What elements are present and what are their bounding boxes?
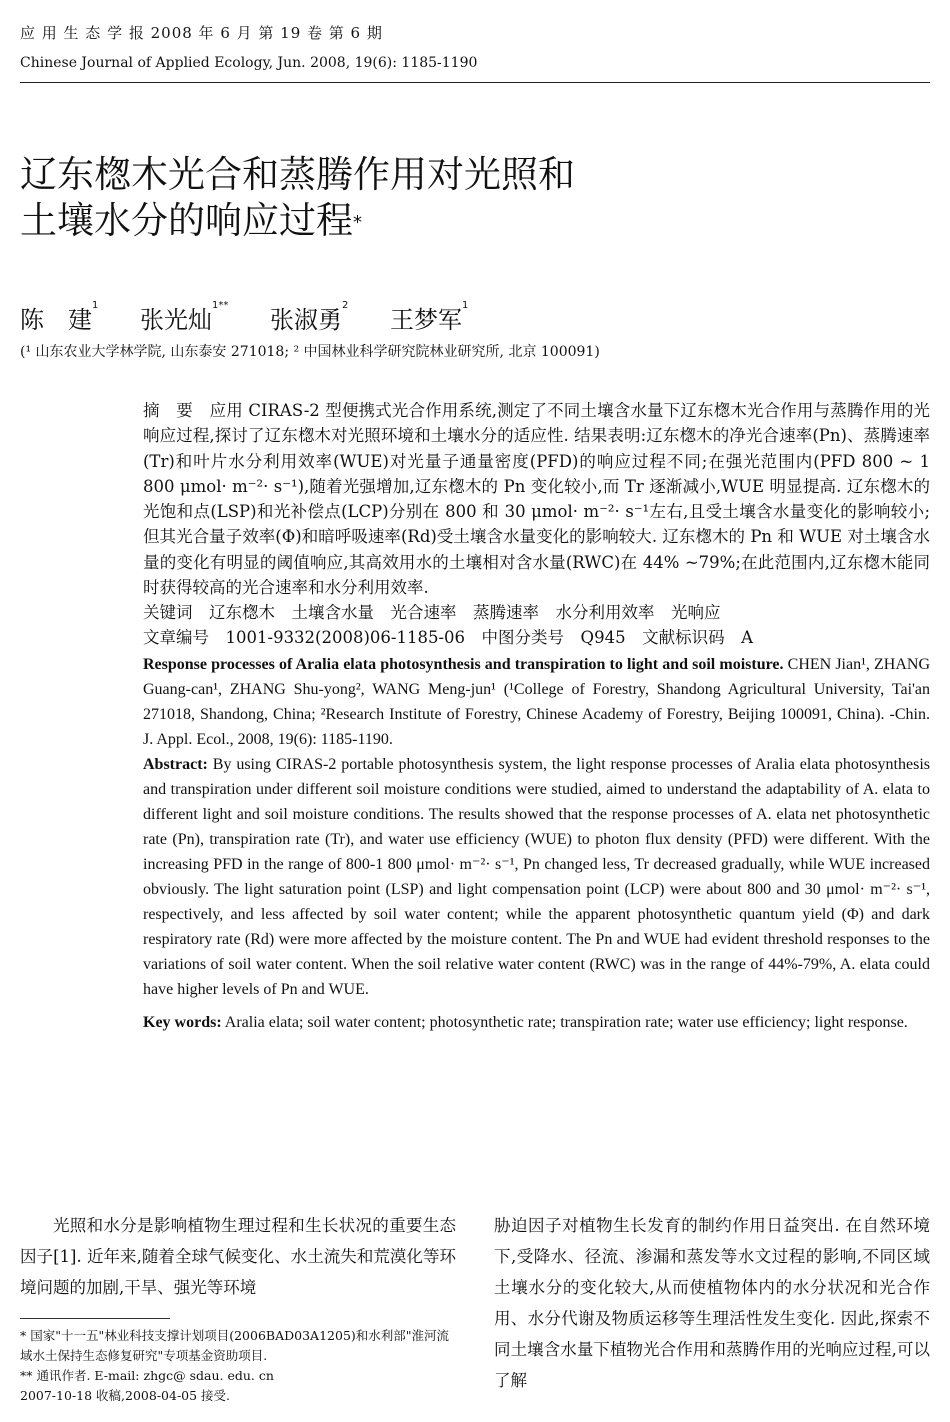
en-keywords-text: Aralia elata; soil water content; photosynthetic rate; transpiration rate; water use efficiency; light response. bbox=[224, 1014, 908, 1032]
en-keywords-label: Key words: bbox=[143, 1014, 222, 1032]
author-sup: 1 bbox=[92, 300, 99, 311]
journal-header-en: Chinese Journal of Applied Ecology, Jun. 2008, 19(6): 1185-1190 bbox=[20, 55, 478, 71]
author-name: 张光灿 bbox=[140, 306, 213, 334]
en-abstract-label: Abstract: bbox=[143, 756, 208, 774]
en-title: Response processes of Aralia elata photosynthesis and transpiration to light and soil moisture. bbox=[143, 656, 784, 674]
title-line-1: 辽东楤木光合和蒸腾作用对光照和 bbox=[20, 153, 575, 196]
author-name: 陈 建 bbox=[20, 306, 92, 334]
en-abstract-text: By using CIRAS-2 portable photosynthesis system, the light response processes of Aralia elata photosynthesis and transpiration under different soil moisture conditions were studied, aimed to understand the adaptability of A. elata to different light and soil moisture conditions. The results showed that the response processes of A. elata net photosynthetic rate (Pn), transpiration rate (Tr), and water use efficiency (WUE) to photon flux density (PFD) were different. With the increasing PFD in the range of 800-1 800 μmol· m⁻²· s⁻¹, Pn changed less, Tr decreased gradually, while WUE increased obviously. The light saturation point (LSP) and light compensation point (LCP) were about 800 and 30 μmol· m⁻²· s⁻¹, respectively, and less affected by soil water content; while the apparent photosynthetic quantum yield (Φ) and dark respiratory rate (Rd) were more affected by the moisture content. The Pn and WUE had evident threshold responses to the variations of soil water content. When the soil relative water content (RWC) was in the range of 44%-79%, A. elata could have higher levels of Pn and WUE. bbox=[143, 756, 930, 999]
abstract-section bbox=[143, 398, 930, 1035]
header-rule bbox=[20, 82, 930, 83]
cn-abstract-label: 摘 要 bbox=[143, 401, 193, 420]
title-footnote-mark: * bbox=[353, 212, 362, 233]
author-list bbox=[20, 300, 502, 335]
author-sup: 1 bbox=[462, 300, 469, 311]
en-abstract bbox=[143, 752, 930, 1002]
en-title-block bbox=[143, 652, 930, 752]
cn-keywords-text: 辽东楤木 土壤含水量 光合速率 蒸腾速率 水分利用效率 光响应 bbox=[209, 603, 721, 623]
en-keywords bbox=[143, 1010, 930, 1035]
affiliations: (¹ 山东农业大学林学院, 山东泰安 271018; ² 中国林业科学研究院林业研究所, 北京 100091) bbox=[20, 344, 600, 360]
cn-abstract bbox=[143, 398, 930, 600]
cn-keywords bbox=[143, 600, 930, 625]
author-sup: 1** bbox=[212, 300, 229, 311]
cn-abstract-text: 应用 CIRAS-2 型便携式光合作用系统,测定了不同土壤含水量下辽东楤木光合作用与蒸腾作用的光响应过程,探讨了辽东楤木对光照环境和土壤水分的适应性. 结果表明:辽东楤木的净光合速率(Pn)、蒸腾速率(Tr)和叶片水分利用效率(WUE)对光量子通量密度(PFD)的响应过程不同;在强光范围内(PFD 800 ~ 1 800 μmol· m⁻²· s⁻¹),随着光强增加,辽东楤木的 Pn 变化较小,而 Tr 逐渐减小,WUE 明显提高. 辽东楤木的光饱和点(LSP)和光补偿点(LCP)分别在 800 和 30 μmol· m⁻²· s⁻¹左右,且受土壤含水量变化的影响较小;但其光合量子效率(Φ)和暗呼吸速率(Rd)受土壤含水量变化的影响较大. 辽东楤木的 Pn 和 WUE 对土壤含水量的变化有明显的阈值响应,其高效用水的土壤相对含水量(RWC)在 44% ~79%;在此范围内,辽东楤木能同时获得较高的光合速率和水分利用效率. bbox=[143, 401, 931, 598]
author-name: 张淑勇 bbox=[270, 306, 343, 334]
author-sup: 2 bbox=[342, 300, 349, 311]
body-column-left: 光照和水分是影响植物生理过程和生长状况的重要生态因子[1]. 近年来,随着全球气候变化、水土流失和荒漠化等环境问题的加剧,干旱、强光等环境 bbox=[20, 1216, 456, 1297]
footnote-rule bbox=[20, 1318, 170, 1319]
body-column-right: 胁迫因子对植物生长发育的制约作用日益突出. 在自然环境下,受降水、径流、渗漏和蒸发等水文过程的影响,不同区域土壤水分的变化较大,从而使植物体内的水分状况和光合作用、水分代谢及物质运移等生理活性发生变化. 因此,探索不同土壤含水量下植物光合作用和蒸腾作用的光响应过程,可以了解 bbox=[494, 1216, 930, 1390]
footnotes bbox=[20, 1326, 460, 1406]
footnote-dates: 2007-10-18 收稿,2008-04-05 接受. bbox=[20, 1388, 231, 1403]
cn-keywords-label: 关键词 bbox=[143, 603, 193, 623]
article-info: 文章编号 1001-9332(2008)06-1185-06 中图分类号 Q945 文献标识码 A bbox=[143, 628, 753, 648]
journal-header-cn: 应 用 生 态 学 报 2008 年 6 月 第 19 卷 第 6 期 bbox=[20, 24, 383, 42]
footnote-corresponding: ** 通讯作者. E-mail: zhgc@ sdau. edu. cn bbox=[20, 1368, 274, 1383]
title-line-2: 土壤水分的响应过程 bbox=[20, 199, 353, 242]
article-title bbox=[20, 152, 575, 244]
footnote-fund: * 国家"十一五"林业科技支撑计划项目(2006BAD03A1205)和水利部"淮河流域水土保持生态修复研究"专项基金资助项目. bbox=[20, 1328, 450, 1363]
author-name: 王梦军 bbox=[390, 306, 463, 334]
en-authors: CHEN Jian¹, ZHANG Guang-can¹, ZHANG Shu-yong², WANG Meng-jun¹ (¹College of Forestry, Shandong Agricultural University, Tai'an 271018, Shandong, China; ²Research Institute of Forestry, Chinese Academy of Forestry, Beijing 100091, China). -Chin. J. Appl. Ecol., 2008, 19(6): 1185-1190. bbox=[143, 656, 931, 749]
